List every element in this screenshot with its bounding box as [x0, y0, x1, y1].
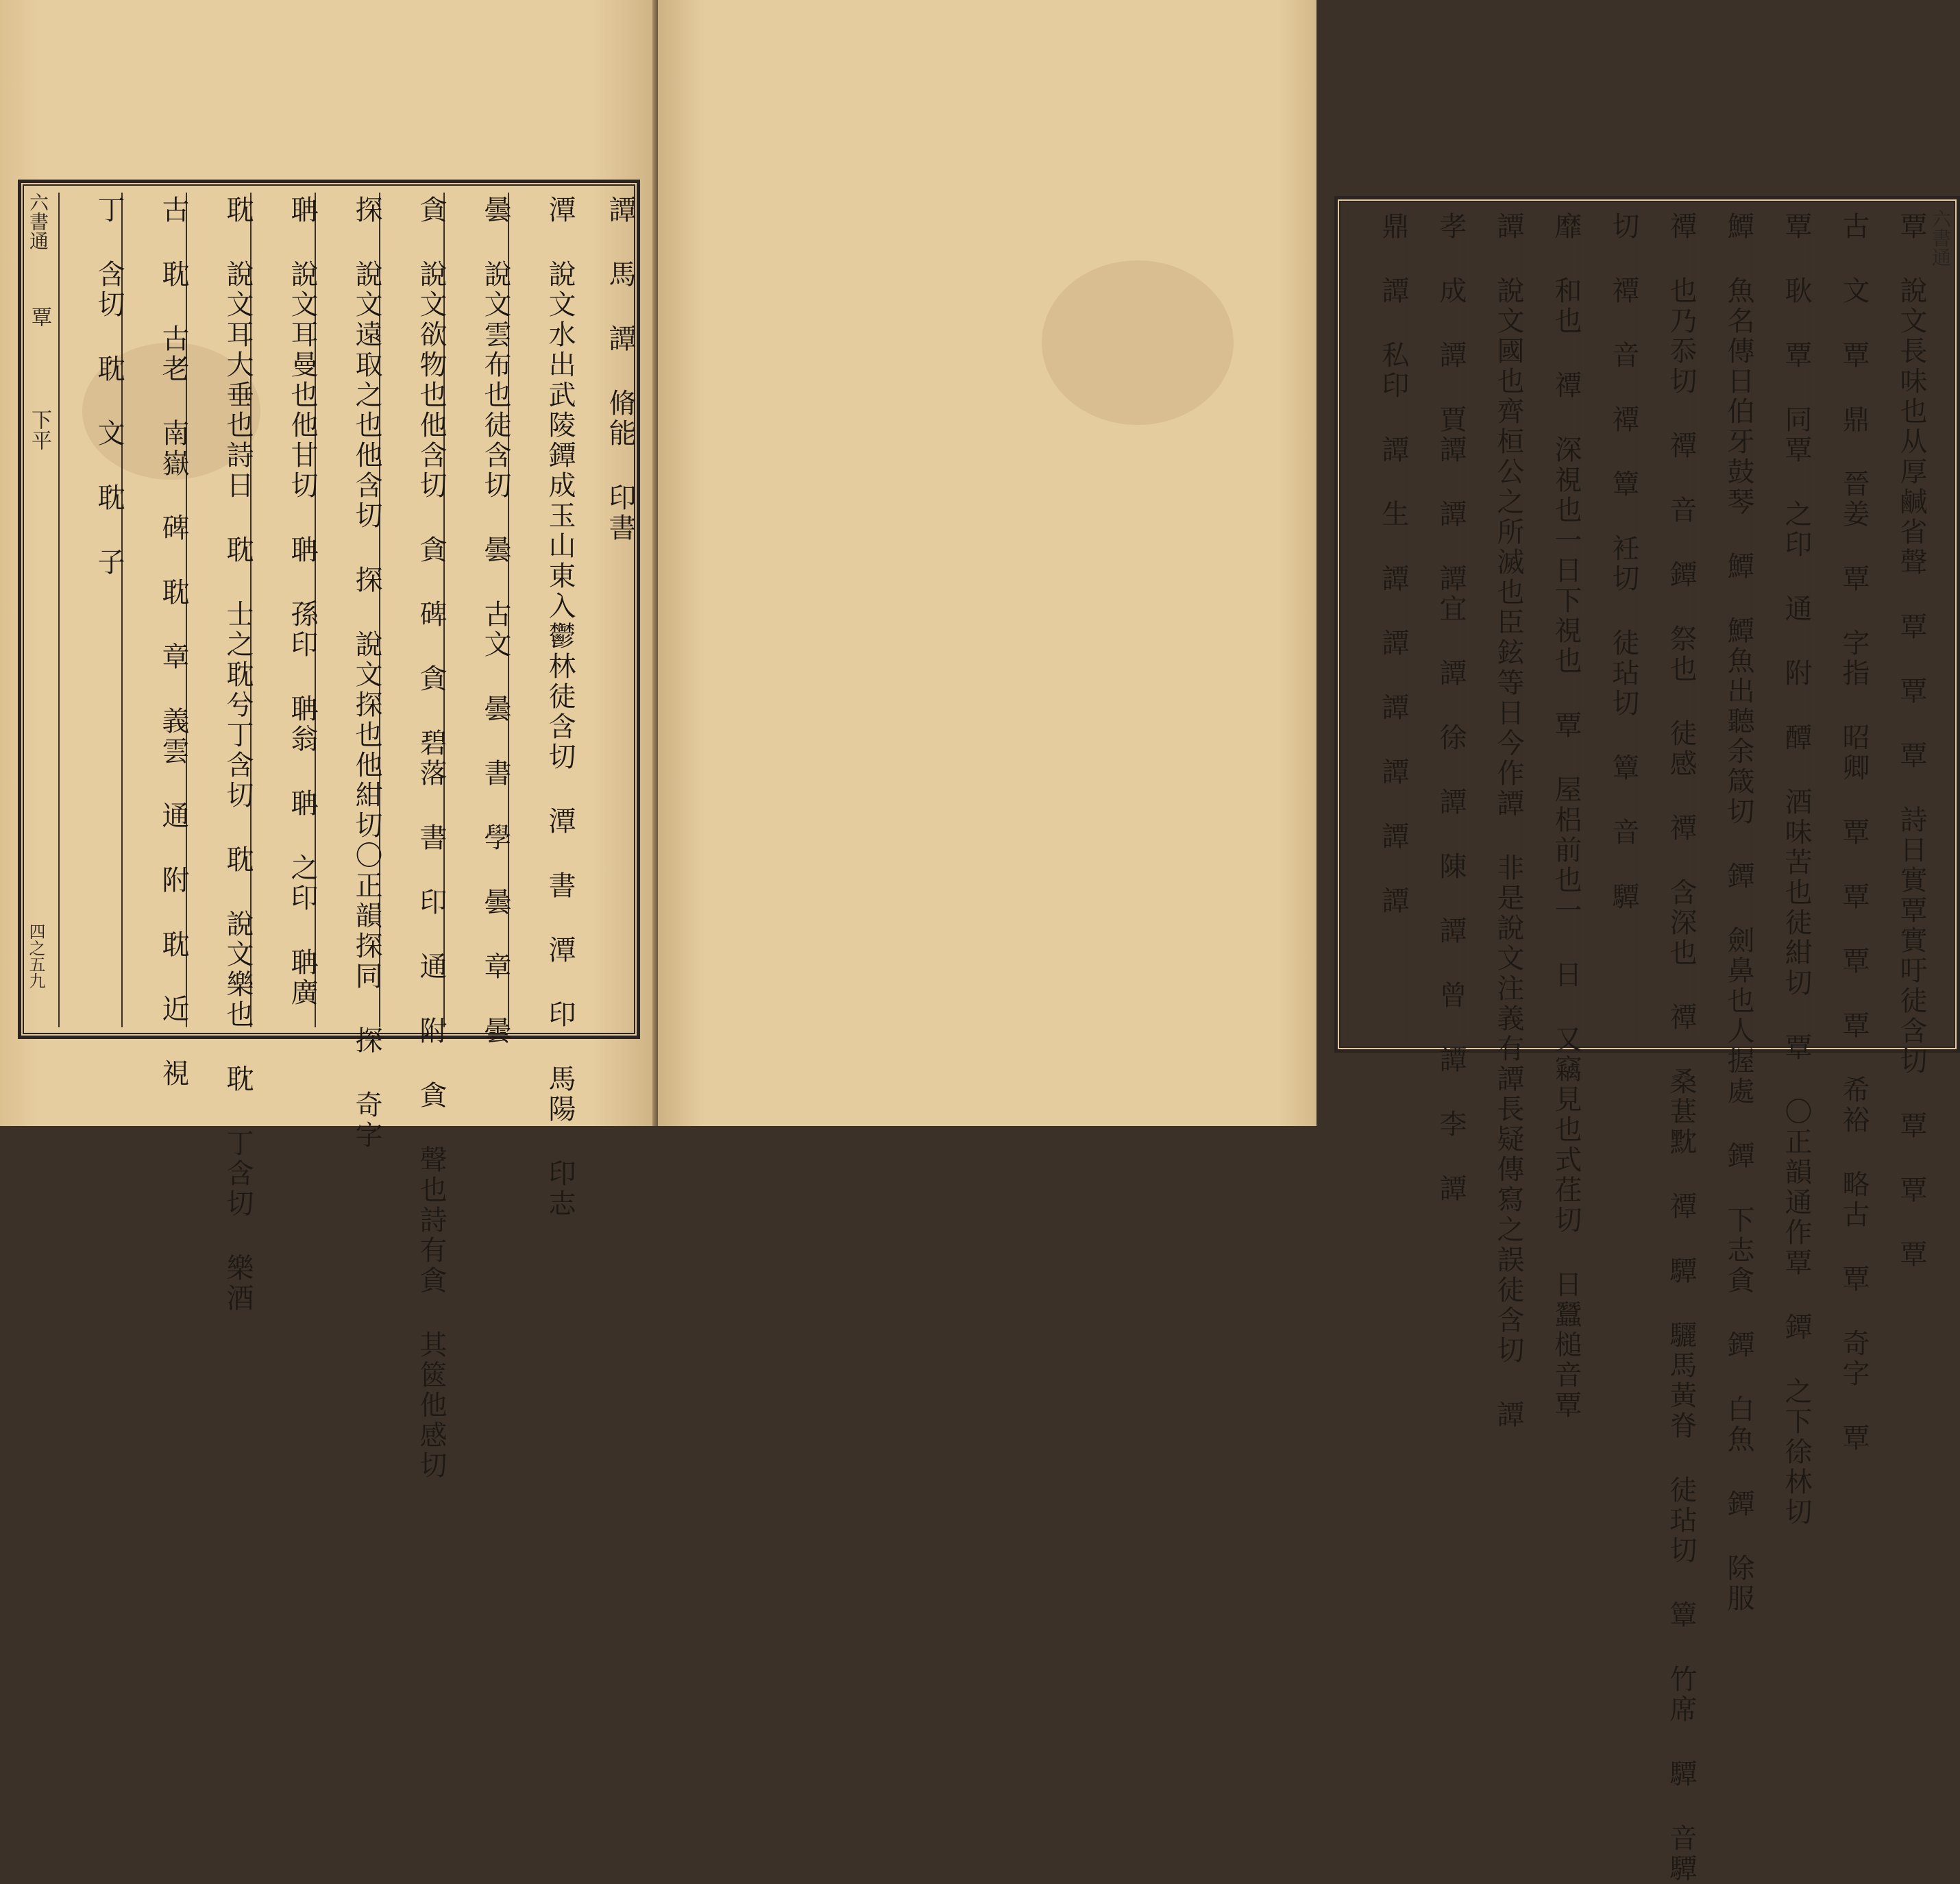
margin-title: 六書通 [1929, 209, 1952, 267]
text-column-4: 貪 說文欲物也他含切 貪 碑 貪 碧落 書 印 通 附 貪 聲也詩有貪 其篋他感切 [379, 193, 445, 1027]
text-column-2: 古 文 覃 鼎 晉姜 覃 字指 昭卿 覃 覃 覃 覃 希裕 略古 覃 奇字 覃 [1809, 209, 1867, 1041]
folio-number: 四之五九 [26, 923, 45, 989]
paper-stain [1042, 260, 1234, 425]
text-column-8: 古 耽 古老 南嶽 碑 耽 章 義雲 通 附 耽 近 視 [121, 193, 187, 1027]
left-page-frame [18, 180, 640, 1481]
text-column-4: 鱏 魚名傳日伯牙鼓琴 鱏 鱏魚出聽余箴切 鐔 劍鼻也人握處 鐔 下志貪 鐔 白魚 鐔 除服 [1693, 209, 1752, 1041]
text-column-5: 探 說文遠取之也他含切 探 說文探也他紺切〇正韻探同 探 奇字 [315, 193, 380, 1027]
margin-section: 下平 [27, 409, 51, 450]
text-column-8: 譚 說文國也齊桓公之所滅也臣鉉等日今作譚 非是說文注義有譚長疑傳寫之誤徒含切 譚 [1463, 209, 1522, 1041]
right-page [658, 0, 1952, 1884]
text-column-3: 覃 耿 覃 同覃 之印 通 附 醰 酒味苦也徒紺切 覃 〇正韻通作覃 鐔 之下徐林切 [1751, 209, 1810, 1041]
text-column-10: 鼎 譚 私印 譚 生 譚 譚 譚 譚 譚 譚 [1347, 209, 1407, 1041]
left-page [0, 0, 658, 1481]
right-page-frame [1334, 196, 1960, 1884]
margin-title: 六書通 [27, 193, 49, 250]
text-column-1: 覃 說文長味也从厚鹹省聲 覃 覃 覃 詩日實覃實吁徒含切 覃 覃 覃 [1896, 212, 1927, 1270]
text-column-5: 禫 也乃忝切 禫 音 鐔 祭也 徒感 禫 含深也 禫 桑葚黕 禫 驔 驪馬黃脊 徒玷切 簟 竹席 驔 音驔 [1636, 209, 1695, 1041]
text-column-1: 譚 馬 譚 脩能 印書 [604, 195, 636, 543]
text-column-9: 丁 含切 耽 文 耽 子 [58, 193, 123, 1027]
text-column-9: 孝 成 譚 賈譚 譚 譚宜 譚 徐 譚 陳 譚 曾 譚 李 譚 [1406, 209, 1465, 1041]
right-margin-gutter [1926, 209, 1954, 1041]
text-column-7: 靡 和也 禫 深視也一日下視也 覃 屋梠前也一 日 又竊見也式荏切 日蠶槌音覃 [1521, 209, 1580, 1041]
text-column-6: 聃 說文耳曼也他甘切 聃 孫印 聃翁 聃 之印 聃廣 [250, 193, 316, 1027]
text-column-3: 曇 說文雲布也徒含切 曇 古文 曇 書 學 曇 章 曇 [443, 193, 509, 1027]
text-column-2: 潭 說文水出武陵鐔成玉山東入鬱林徒含切 潭 書 潭 印 馬陽 印志 [508, 193, 574, 1027]
margin-entry: 覃 [27, 306, 51, 327]
text-column-6: 切 禫 音 禫 簟 衽切 徒玷切 簟 音 驔 [1578, 209, 1637, 1041]
text-column-7: 耽 說文耳大垂也詩日 耽 士之耽兮丁含切 耽 說文樂也 耽 丁含切 樂酒 [186, 193, 252, 1027]
